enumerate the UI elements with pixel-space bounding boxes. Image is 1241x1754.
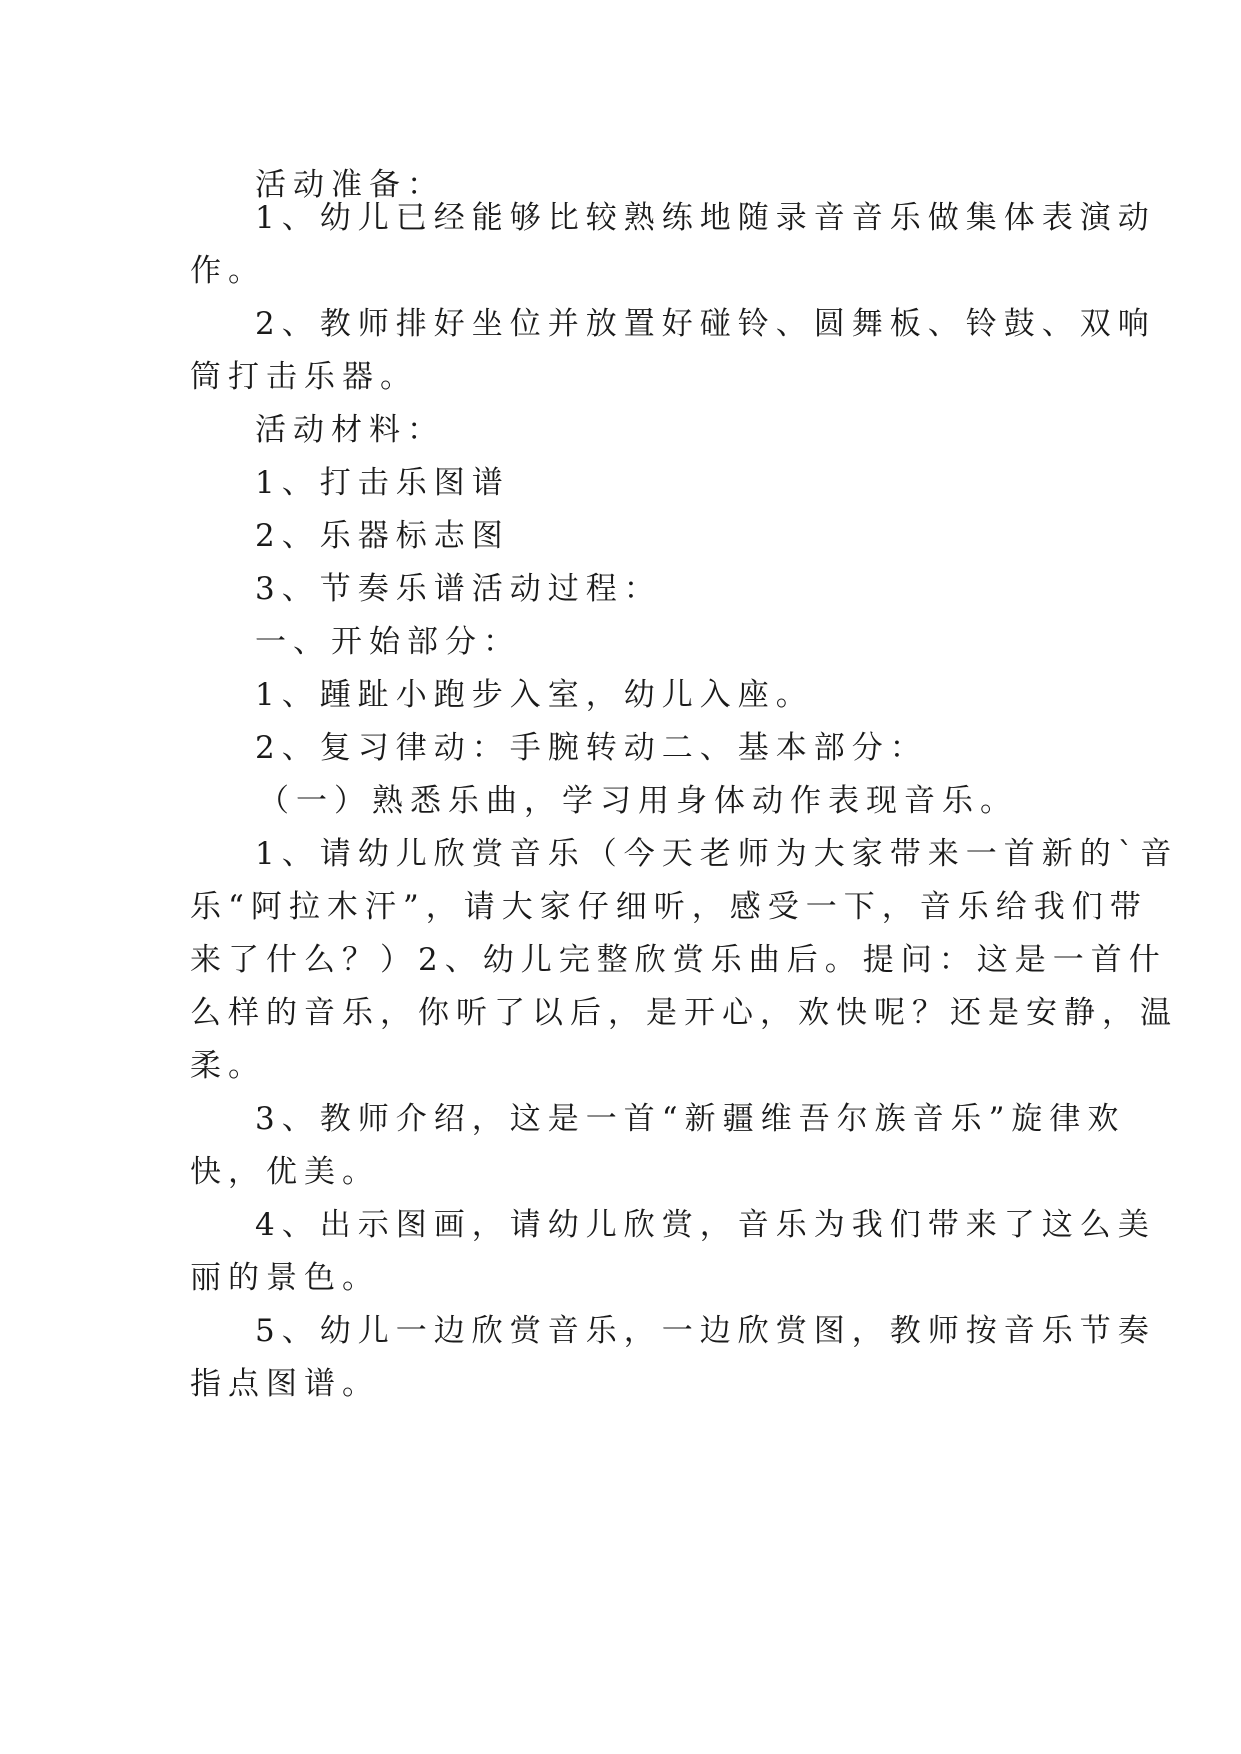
paragraph-line: 作。: [190, 253, 266, 289]
heading-activity-preparation: 活动准备：: [255, 167, 445, 203]
paragraph-line: 么样的音乐，你听了以后，是开心，欢快呢？还是安静，温: [190, 995, 1178, 1031]
paragraph-line: 筒打击乐器。: [190, 359, 418, 395]
list-item: 3、节奏乐谱活动过程：: [255, 571, 662, 607]
paragraph-line: 2、教师排好坐位并放置好碰铃、圆舞板、铃鼓、双响: [255, 306, 1156, 342]
heading-start-section: 一、开始部分：: [255, 624, 521, 660]
list-item: 1、踵趾小跑步入室，幼儿入座。: [255, 677, 814, 713]
list-item: 2、复习律动：手腕转动二、基本部分：: [255, 730, 928, 766]
paragraph-line: 5、幼儿一边欣赏音乐，一边欣赏图，教师按音乐节奏: [255, 1313, 1156, 1349]
paragraph-line: 指点图谱。: [190, 1366, 380, 1402]
paragraph-line: 快，优美。: [190, 1154, 380, 1190]
paragraph-line: 来了什么？）2、幼儿完整欣赏乐曲后。提问：这是一首什: [190, 942, 1167, 978]
paragraph-line: 乐“阿拉木汗”，请大家仔细听，感受一下，音乐给我们带: [190, 889, 1148, 925]
paragraph-line: 丽的景色。: [190, 1260, 380, 1296]
paragraph-line: 1、幼儿已经能够比较熟练地随录音音乐做集体表演动: [255, 200, 1156, 236]
paragraph-line: 3、教师介绍，这是一首“新疆维吾尔族音乐”旋律欢: [255, 1101, 1126, 1137]
list-item: 1、打击乐图谱: [255, 465, 510, 501]
paragraph-line: 4、出示图画，请幼儿欣赏，音乐为我们带来了这么美: [255, 1207, 1156, 1243]
paragraph-line: 柔。: [190, 1048, 266, 1084]
subheading: （一）熟悉乐曲，学习用身体动作表现音乐。: [258, 783, 1018, 819]
paragraph-line: 1、请幼儿欣赏音乐（今天老师为大家带来一首新的`音: [255, 836, 1179, 872]
heading-activity-materials: 活动材料：: [255, 412, 445, 448]
list-item: 2、乐器标志图: [255, 518, 510, 554]
